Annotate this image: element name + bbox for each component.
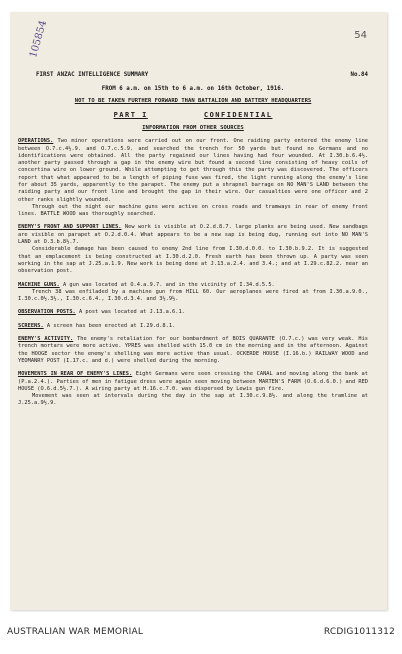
paragraph-heading: MACHINE GUNS. [18, 281, 60, 288]
summary-title: FIRST ANZAC INTELLIGENCE SUMMARY [36, 72, 149, 78]
summary-header [18, 72, 368, 80]
part-heading [18, 111, 368, 121]
classification-label: CONFIDENTIAL [203, 110, 273, 119]
paragraph-text: Two minor operations were carried out on our front. One raiding party entered the enemy line between O.7.c.4½.9. and O.7.c.5.9. and searched the trench for 50 yards but found no Germans and no identifications were obtained. All the party regained our lines having had four wounded. At I.30.b.6.4½. another party passed through a gap in the enemy wire but found a second line consisting of heavy coils of concertina wire on lower ground. While attempting to get through this the party was discovered. The officers report that what appeared to be a length of piping fuse was fired, the light running along the enemy's line for about 35 yards, apparently to the parapet. The enemy put a shrapnel barrage on NO MAN'S LAND between the raiding party and our front line and brought the gap in their wire. Our casualties were one officer and 2 other ranks slightly wounded. [18, 138, 368, 203]
paragraph-continuation: Considerable damage has been caused to enemy 2nd line from I.30.d.0.0. to I.30.b.9.2. It is suggested that an emplacement is being constructed at I.30.d.2.0. Fresh earth has been thrown up. A party was seen working in the sap at J.25.a.1.9. New work is being done at J.13.a.2.4. and 3.4.; and at I.29.c.82.2. near an observation post. [18, 246, 368, 275]
part-label: PART I [113, 110, 148, 119]
archive-name: AUSTRALIAN WAR MEMORIAL [7, 627, 144, 637]
paragraph-text: The enemy's retaliation for our bombardment of BOIS QUARANTE (O.7.c.) was very weak. His trench mortars were more active. YPRES was shelled with 15.0 cm in the morning and in the afternoon. Against the HOOGE sector the enemy's shelling was more active than usual. OCKERDE HOUSE (I.16.b.) RAILWAY WOOD and YEOMANRY POST (I.17.c. and d.) were shelled during the morning. [18, 336, 369, 364]
paragraph-text: A post was located at J.13.a.6.1. [78, 309, 185, 316]
paragraph-text: A screen has been erected at I.29.d.8.1. [46, 322, 176, 329]
paragraph-text: A gun was located at O.4.a.9.7. and in the vicinity of I.34.d.5.5. [62, 281, 275, 288]
archive-reference: RCDIG1011312 [323, 627, 395, 637]
paragraph-heading: OPERATIONS. [18, 138, 54, 145]
date-line: FROM 6 a.m. on 15th to 6 a.m. on 16th October, 1916. [101, 85, 285, 92]
paragraph-front-lines [18, 224, 368, 275]
archive-footer [0, 622, 402, 642]
paragraph-screens [18, 323, 368, 330]
distribution-note: NOT TO BE TAKEN FURTHER FORWARD THAN BATTALION AND BATTERY HEADQUARTERS [74, 97, 312, 104]
paragraph-heading: ENEMY'S ACTIVITY. [18, 336, 74, 343]
handwritten-reference: 105854 [28, 19, 50, 60]
paragraph-observation-posts [18, 309, 368, 316]
paragraph-continuation: Trench 38 was enfiladed by a machine gun from HILL 60. Our aeroplanes were fired at from I.30.a.9.0., I.30.c.0½.3½., I.30.c.6.4., I.30.d.3.4. and 3½.9½. [18, 288, 368, 303]
paragraph-continuation: Through out the night our machine guns were active on cross roads and tramways in rear of enemy front lines. BATTLE WOOD was thoroughly searched. [18, 203, 368, 218]
paragraph-machine-guns [18, 282, 368, 304]
summary-number: No.84 [350, 72, 368, 78]
summary-body [18, 72, 368, 408]
paragraph-operations [18, 138, 368, 218]
paragraph-continuation: Movement was seen at intervals during the day in the sap at I.30.c.9.8½. and along the tramline at J.25.a.9½.9. [18, 393, 368, 407]
paragraph-heading: SCREENS. [18, 322, 44, 329]
paragraph-enemy-activity [18, 336, 368, 365]
paragraph-text: New work is visible at O.2.d.8.7. large planks are being used. New sandbags are visible on parapet at O.2.d.0.4. What appears to be a new sap is being dug, running out into NO MAN'S LAND at O.3.b.8½.7. [18, 224, 369, 246]
paragraph-heading: OBSERVATION POSTS. [18, 309, 76, 316]
page-number-mark: 54 [354, 30, 367, 41]
paragraph-text: Eight Germans were seen crossing the CANAL and moving along the bank at (P.a.2.4.). Parties of men in fatigue dress were again seen moving between MARTEN'S FARM (O.6.d.6.0.) and RED HOUSE (O.6.d.5½.7.). A wiring party at H.16.c.7.0. was dispersed by Lewis gun fire. [18, 371, 368, 392]
paragraph-heading: MOVEMENTS IN REAR OF ENEMY'S LINES. [18, 371, 133, 378]
section-heading: INFORMATION FROM OTHER SOURCES [142, 124, 244, 131]
paragraph-movements [18, 371, 368, 407]
paragraph-heading: ENEMY'S FRONT AND SUPPORT LINES. [18, 224, 122, 231]
